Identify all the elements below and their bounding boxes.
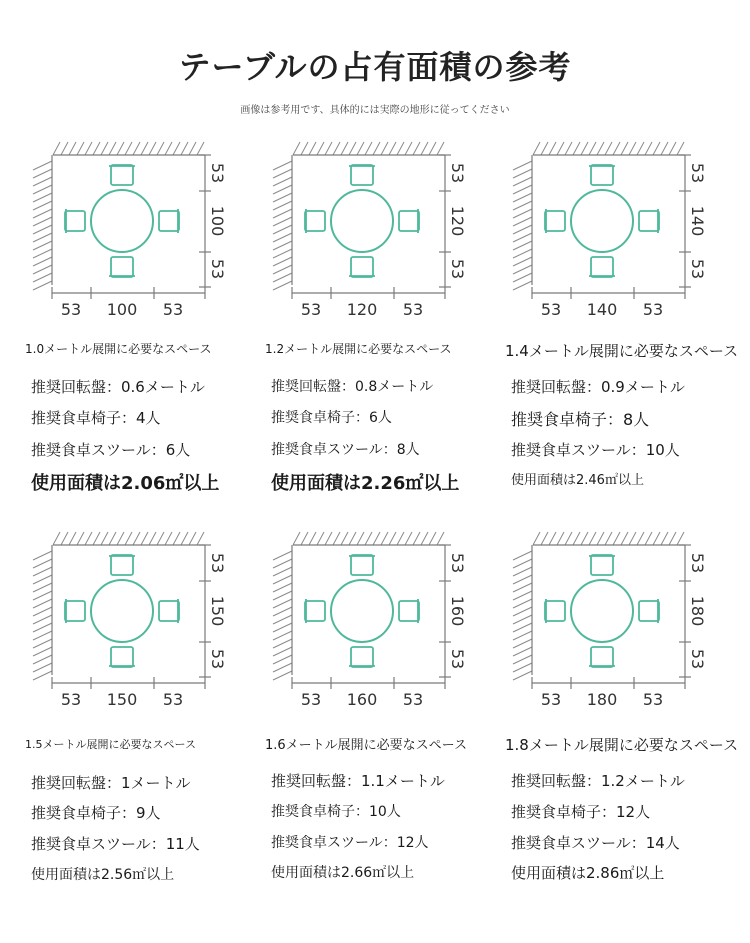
table-footprint-diagram bbox=[25, 525, 225, 720]
dim-bottom-center: 180 bbox=[586, 690, 618, 709]
spec-area: 使用面積は2.06㎡以上 bbox=[31, 473, 220, 494]
dim-right-bottom: 53 bbox=[448, 648, 467, 670]
chair-icons bbox=[305, 555, 419, 667]
chair-left bbox=[65, 209, 85, 233]
card-heading: 1.4メートル展開に必要なスペース bbox=[505, 342, 739, 360]
dim-bottom-right: 53 bbox=[162, 690, 184, 709]
dim-right-top: 53 bbox=[688, 162, 707, 184]
dim-right-top: 53 bbox=[208, 552, 227, 574]
dim-right-center: 120 bbox=[448, 205, 467, 237]
dim-bottom-right: 53 bbox=[402, 300, 424, 319]
page-subtitle: 画像は参考用です、具体的には実際の地形に従ってください bbox=[240, 105, 510, 116]
table-spec-card bbox=[265, 525, 505, 910]
dim-bottom-right: 53 bbox=[642, 690, 664, 709]
dim-right-bottom: 53 bbox=[208, 648, 227, 670]
spec-chairs: 推奨食卓椅子：10人 bbox=[271, 804, 401, 820]
chair-bottom bbox=[109, 647, 135, 667]
table-footprint-diagram bbox=[505, 525, 705, 720]
chair-left bbox=[545, 599, 565, 623]
table-spec-card bbox=[505, 135, 745, 520]
spec-stools: 推奨食卓スツール：12人 bbox=[271, 835, 429, 851]
table-footprint-diagram bbox=[25, 135, 225, 330]
chair-top bbox=[589, 165, 615, 185]
chair-top bbox=[109, 165, 135, 185]
card-heading: 1.6メートル展開に必要なスペース bbox=[265, 738, 468, 753]
spec-area: 使用面積は2.26㎡以上 bbox=[271, 473, 460, 494]
dim-bottom-center: 140 bbox=[586, 300, 618, 319]
dim-bottom-left: 53 bbox=[60, 690, 82, 709]
dim-right-top: 53 bbox=[688, 552, 707, 574]
card-heading: 1.0メートル展開に必要なスペース bbox=[25, 342, 212, 356]
chair-icons bbox=[65, 165, 179, 277]
card-heading: 1.2メートル展開に必要なスペース bbox=[265, 342, 452, 356]
dim-bottom-center: 120 bbox=[346, 300, 378, 319]
spec-chairs: 推奨食卓椅子：6人 bbox=[271, 410, 392, 426]
spec-rotary: 推奨回転盤：1.2メートル bbox=[511, 772, 685, 790]
chair-left bbox=[65, 599, 85, 623]
chair-bottom bbox=[349, 257, 375, 277]
chair-bottom bbox=[589, 647, 615, 667]
dim-bottom-right: 53 bbox=[402, 690, 424, 709]
table-spec-card bbox=[505, 525, 745, 910]
spec-rotary: 推奨回転盤：1.1メートル bbox=[271, 772, 445, 790]
chair-left bbox=[305, 599, 325, 623]
dim-right-top: 53 bbox=[448, 162, 467, 184]
chair-icons bbox=[545, 555, 659, 667]
chair-bottom bbox=[349, 647, 375, 667]
chair-right bbox=[639, 209, 659, 233]
table-spec-card bbox=[25, 525, 265, 910]
dim-right-bottom: 53 bbox=[208, 258, 227, 280]
chair-top bbox=[589, 555, 615, 575]
dim-right-center: 180 bbox=[688, 595, 707, 627]
spec-stools: 推奨食卓スツール：8人 bbox=[271, 442, 420, 458]
dim-bottom-left: 53 bbox=[300, 300, 322, 319]
chair-bottom bbox=[109, 257, 135, 277]
round-table bbox=[91, 580, 153, 642]
spec-rotary: 推奨回転盤：0.8メートル bbox=[271, 379, 434, 395]
table-spec-card bbox=[25, 135, 265, 520]
dim-bottom-left: 53 bbox=[60, 300, 82, 319]
chair-icons bbox=[65, 555, 179, 667]
spec-stools: 推奨食卓スツール：14人 bbox=[511, 834, 680, 852]
card-heading: 1.5メートル展開に必要なスペース bbox=[25, 738, 196, 751]
chair-right bbox=[159, 209, 179, 233]
round-table bbox=[571, 580, 633, 642]
page-title: テーブルの占有面積の参考 bbox=[178, 48, 572, 86]
dim-right-bottom: 53 bbox=[688, 258, 707, 280]
dim-bottom-center: 150 bbox=[106, 690, 138, 709]
chair-top bbox=[349, 165, 375, 185]
chair-bottom bbox=[589, 257, 615, 277]
spec-rotary: 推奨回転盤：0.9メートル bbox=[511, 378, 685, 396]
dim-bottom-left: 53 bbox=[300, 690, 322, 709]
chair-right bbox=[399, 599, 419, 623]
spec-stools: 推奨食卓スツール：10人 bbox=[511, 441, 680, 459]
chair-right bbox=[159, 599, 179, 623]
dim-right-center: 100 bbox=[208, 205, 227, 237]
chair-icons bbox=[305, 165, 419, 277]
chair-top bbox=[349, 555, 375, 575]
chair-top bbox=[109, 555, 135, 575]
spec-area: 使用面積は2.66㎡以上 bbox=[271, 865, 415, 881]
spec-chairs: 推奨食卓椅子：12人 bbox=[511, 803, 651, 821]
spec-stools: 推奨食卓スツール：6人 bbox=[31, 441, 191, 459]
round-table bbox=[331, 190, 393, 252]
dim-bottom-left: 53 bbox=[540, 690, 562, 709]
dim-bottom-center: 160 bbox=[346, 690, 378, 709]
dim-bottom-right: 53 bbox=[162, 300, 184, 319]
dim-bottom-left: 53 bbox=[540, 300, 562, 319]
spec-area: 使用面積は2.46㎡以上 bbox=[511, 473, 644, 488]
chair-left bbox=[305, 209, 325, 233]
spec-chairs: 推奨食卓椅子：4人 bbox=[31, 409, 161, 427]
spec-stools: 推奨食卓スツール：11人 bbox=[31, 835, 200, 853]
round-table bbox=[571, 190, 633, 252]
round-table bbox=[91, 190, 153, 252]
dim-right-center: 140 bbox=[688, 205, 707, 237]
spec-area: 使用面積は2.86㎡以上 bbox=[511, 864, 665, 882]
chair-left bbox=[545, 209, 565, 233]
table-footprint-diagram bbox=[505, 135, 705, 330]
table-footprint-diagram bbox=[265, 525, 465, 720]
card-heading: 1.8メートル展開に必要なスペース bbox=[505, 736, 739, 754]
dim-right-bottom: 53 bbox=[688, 648, 707, 670]
spec-chairs: 推奨食卓椅子：8人 bbox=[511, 410, 650, 429]
chair-right bbox=[399, 209, 419, 233]
spec-area: 使用面積は2.56㎡以上 bbox=[31, 867, 175, 883]
dim-right-top: 53 bbox=[208, 162, 227, 184]
chair-icons bbox=[545, 165, 659, 277]
chair-right bbox=[639, 599, 659, 623]
dim-right-center: 150 bbox=[208, 595, 227, 627]
dim-right-center: 160 bbox=[448, 595, 467, 627]
dim-bottom-center: 100 bbox=[106, 300, 138, 319]
spec-rotary: 推奨回転盤：1メートル bbox=[31, 774, 191, 792]
dim-right-top: 53 bbox=[448, 552, 467, 574]
table-spec-card bbox=[265, 135, 505, 520]
table-footprint-diagram bbox=[265, 135, 465, 330]
spec-rotary: 推奨回転盤：0.6メートル bbox=[31, 378, 205, 396]
dim-right-bottom: 53 bbox=[448, 258, 467, 280]
spec-chairs: 推奨食卓椅子：9人 bbox=[31, 804, 161, 822]
round-table bbox=[331, 580, 393, 642]
dim-bottom-right: 53 bbox=[642, 300, 664, 319]
